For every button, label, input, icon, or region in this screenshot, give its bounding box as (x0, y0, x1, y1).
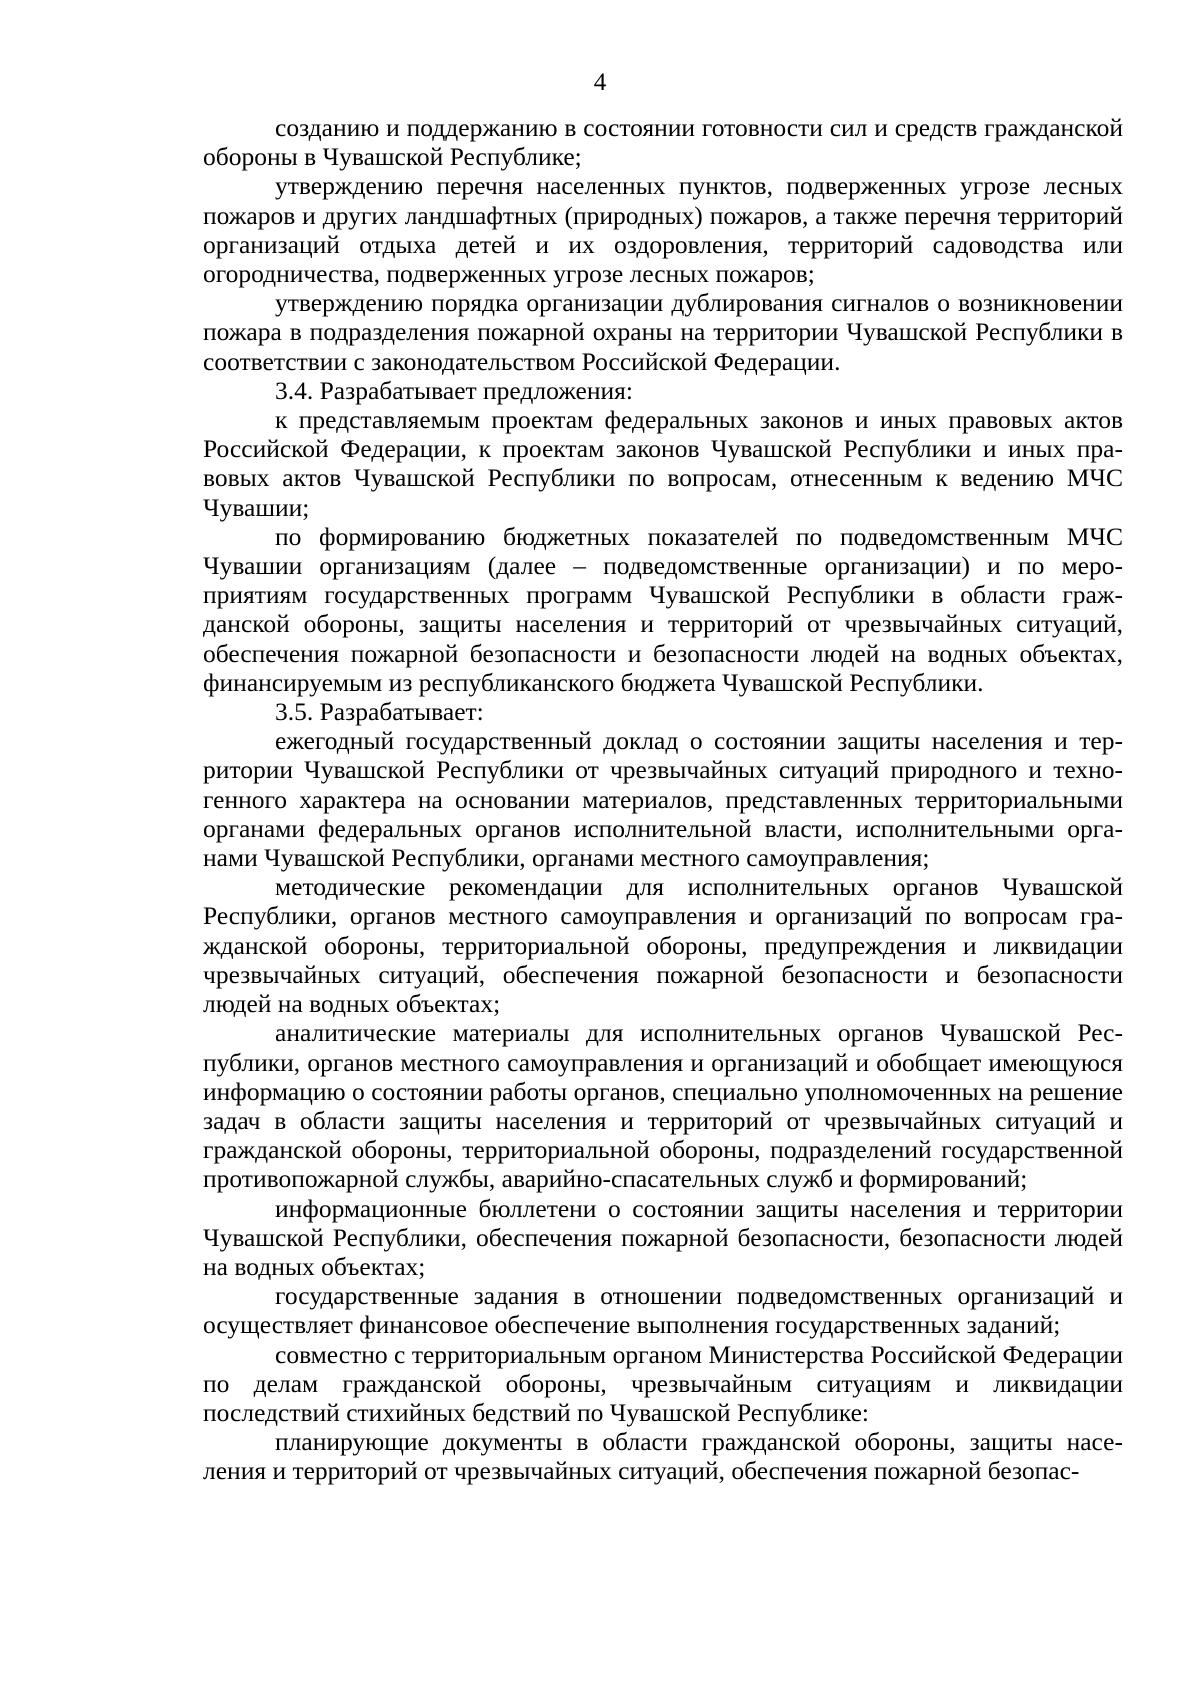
paragraph: ежегодный государственный доклад о состоянии защиты населения и территории Чувашской Республики от чрезвычайных ситуаций природного и техногенного характера на основании материалов, представленных территориальными органами федеральных органов исполнительной власти, исполнительными органами Чувашской Республики, органами местного самоуправления; (203, 726, 1123, 873)
paragraph: 3.4. Разрабатывает предложения: (275, 375, 633, 405)
paragraph: аналитические материалы для исполнительных органов Чувашской Республики, органов местного самоуправления и организаций и обобщает имеющуюся информацию о состоянии работы органов, специально уполномоченных на решение задач в области защиты населения и территорий от чрезвычайных ситуаций и гражданской обороны, территориальной обороны, подразделений государственной противопожарной службы, аварийно-спасательных служб и формирований; (203, 1018, 1123, 1194)
paragraph: утверждению порядка организации дублирования сигналов о возникновении пожара в подразделения пожарной охраны на территории Чувашской Республики в соответствии с законодательством Российской Федерации. (203, 288, 1123, 376)
paragraph: по формированию бюджетных показателей по подведомственным МЧС Чувашии организациям (далее – подведомственные организации) и по мероприятиям государственных программ Чувашской Республики в области гражданской обороны, защиты населения и территорий от чрезвычайных ситуаций, обеспечения пожарной безопасности и безопасности людей на водных объектах, финансируемым из республиканского бюджета Чувашской Республики. (203, 521, 1123, 697)
paragraph: методические рекомендации для исполнительных органов Чувашской Республики, органов местного самоуправления и организаций по вопросам гражданской обороны, территориальной обороны, предупреждения и ликвидации чрезвычайных ситуаций, обеспечения пожарной безопасности и безопасности людей на водных объектах; (203, 872, 1123, 1019)
paragraph: совместно с территориальным органом Министерства Российской Федерации по делам гражданской обороны, чрезвычайным ситуациям и ликвидации последствий стихийных бедствий по Чувашской Республике: (203, 1339, 1123, 1427)
paragraph: к представляемым проектам федеральных законов и иных правовых актов Российской Федерации, к проектам законов Чувашской Республики и иных правовых актов Чувашской Республики по вопросам, отнесенным к ведению МЧС Чувашии; (203, 405, 1123, 522)
paragraph: информационные бюллетени о состоянии защиты населения и территории Чувашской Республики, обеспечения пожарной безопасности, безопасности людей на водных объектах; (203, 1193, 1123, 1281)
paragraph: планирующие документы в области гражданской обороны, защиты населения и территорий от чрезвычайных ситуаций, обеспечения пожарной безопас- (203, 1427, 1123, 1486)
document-body (203, 113, 1123, 1486)
paragraph: созданию и поддержанию в состоянии готовности сил и средств гражданской обороны в Чувашской Республике; (203, 113, 1123, 172)
paragraph: утверждению перечня населенных пунктов, подверженных угрозе лесных пожаров и других ландшафтных (природных) пожаров, а также перечня территорий организаций отдыха детей и их оздоровления, территорий садоводства или огородничества, подверженных угрозе лесных пожаров; (203, 171, 1123, 289)
paragraph: 3.5. Разрабатывает: (275, 697, 484, 727)
page-number: 4 (593, 69, 607, 96)
paragraph: государственные задания в отношении подведомственных организаций и осуществляет финансовое обеспечение выполнения государственных заданий; (203, 1281, 1123, 1340)
